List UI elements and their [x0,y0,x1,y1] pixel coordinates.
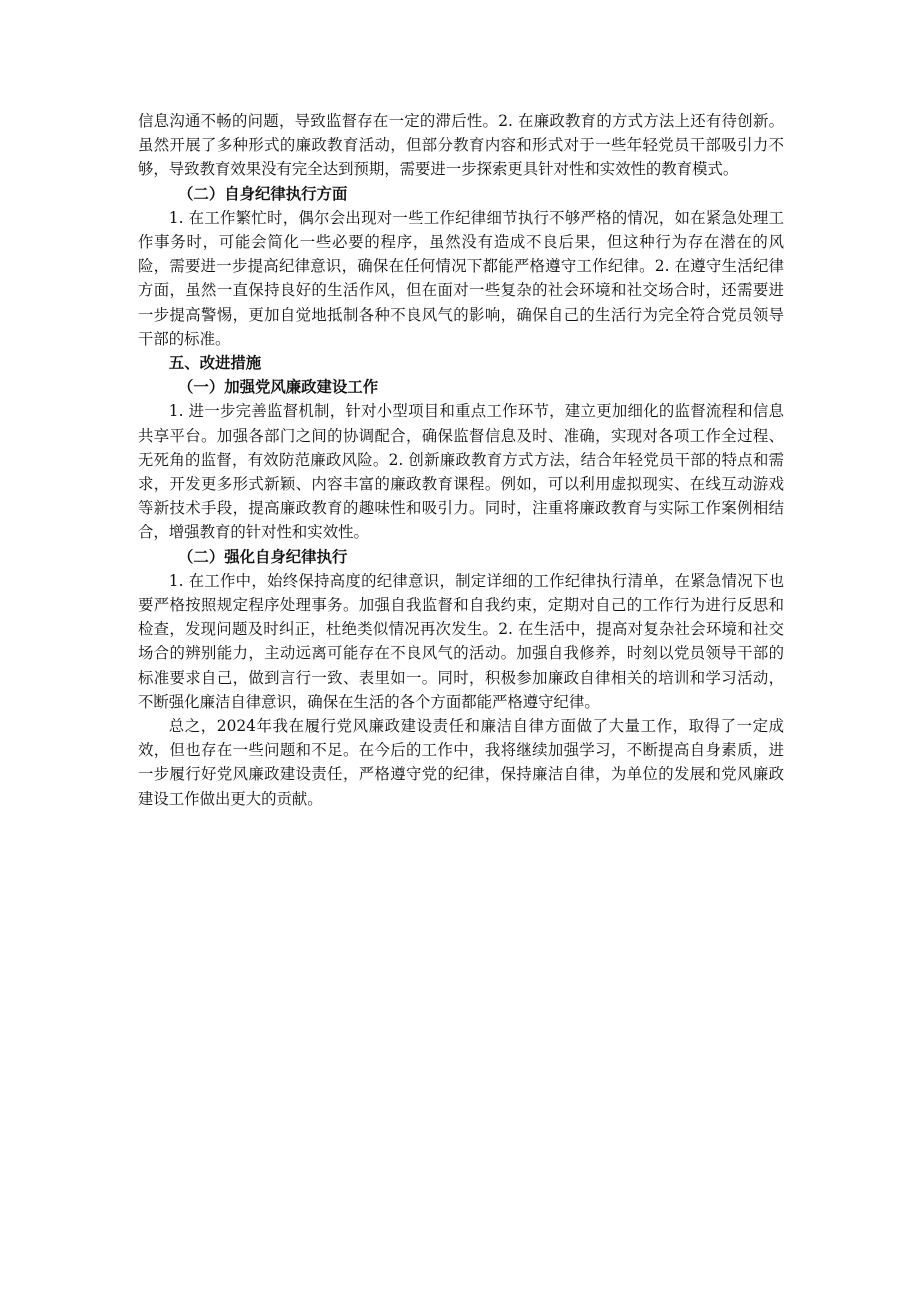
paragraph-continuation: 信息沟通不畅的问题，导致监督存在一定的滞后性。2. 在廉政教育的方式方法上还有待创新。虽然开展了多种形式的廉政教育活动，但部分教育内容和形式对于一些年轻党员干部吸引力不够，导致教育效果没有完全达到预期，需要进一步探索更具针对性和实效性的教育模式。 [138,112,784,179]
paragraph-self-discipline-aspect: 1. 在工作繁忙时，偶尔会出现对一些工作纪律细节执行不够严格的情况，如在紧急处理工作事务时，可能会简化一些必要的程序，虽然没有造成不良后果，但这种行为存在潜在的风险，需要进一步提高纪律意识，确保在任何情况下都能严格遵守工作纪律。2. 在遵守生活纪律方面，虽然一直保持良好的生活作风，但在面对一些复杂的社会环境和社交场合时，还需要进一步提高警惕，更加自觉地抵制各种不良风气的影响，确保自己的生活行为完全符合党员领导干部的标准。 [138,208,784,348]
subheading-strengthen-self-discipline: （二）强化自身纪律执行 [178,547,348,566]
paragraph-strengthen-self-discipline: 1. 在工作中，始终保持高度的纪律意识，制定详细的工作纪律执行清单，在紧急情况下也要严格按照规定程序处理事务。加强自我监督和自我约束，定期对自己的工作行为进行反思和检查，发现问题及时纠正，杜绝类似情况再次发生。2. 在生活中，提高对复杂社会环境和社交场合的辨别能力，主动远离可能存在不良风气的活动。加强自我修养，时刻以党员领导干部的标准要求自己，做到言行一致、表里如一。同时，积极参加廉政自律相关的培训和学习活动，不断强化廉洁自律意识，确保在生活的各个方面都能严格遵守纪律。 [138,571,784,711]
subheading-self-discipline-aspect: （二）自身纪律执行方面 [178,184,348,203]
paragraph-conclusion: 总之，2024年我在履行党风廉政建设责任和廉洁自律方面做了大量工作，取得了一定成效，但也存在一些问题和不足。在今后的工作中，我将继续加强学习，不断提高自身素质，进一步履行好党风廉政建设责任，严格遵守党的纪律，保持廉洁自律，为单位的发展和党风廉政建设工作做出更大的贡献。 [138,717,784,808]
subheading-strengthen-integrity: （一）加强党风廉政建设工作 [178,378,379,397]
paragraph-strengthen-integrity: 1. 进一步完善监督机制，针对小型项目和重点工作环节，建立更加细化的监督流程和信息共享平台。加强各部门之间的协调配合，确保监督信息及时、准确，实现对各项工作全过程、无死角的监督，有效防范廉政风险。2. 创新廉政教育方式方法，结合年轻党员干部的特点和需求，开发更多形式新颖、内容丰富的廉政教育课程。例如，可以利用虚拟现实、在线互动游戏等新技术手段，提高廉政教育的趣味性和吸引力。同时，注重将廉政教育与实际工作案例相结合，增强教育的针对性和实效性。 [138,402,784,542]
heading-improvement-measures: 五、改进措施 [168,354,262,373]
document-body [138,109,784,811]
